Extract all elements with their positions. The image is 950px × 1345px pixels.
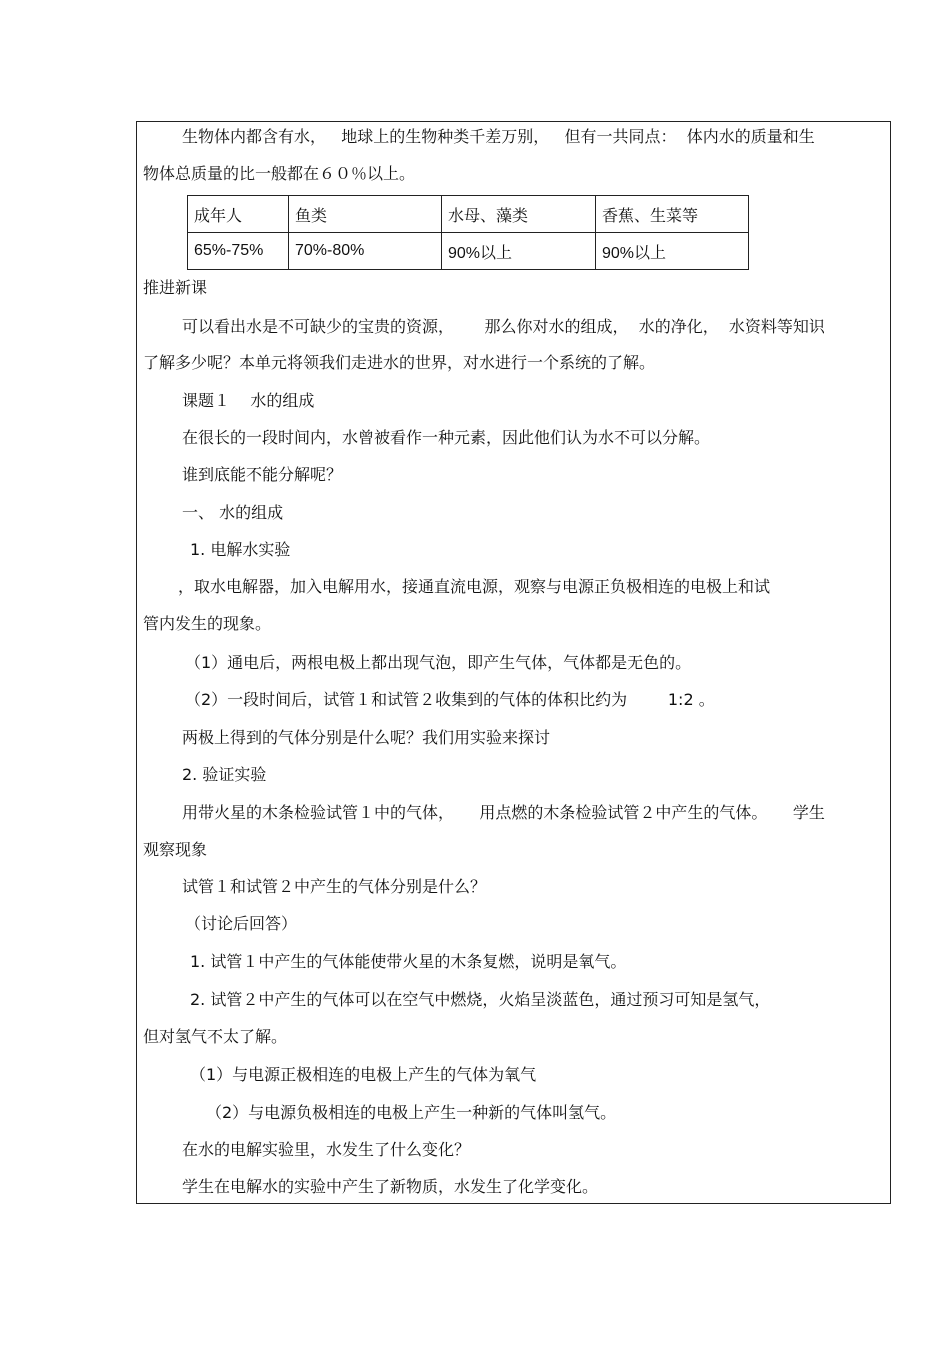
intro-line-2: 物体总质量的比一般都在６０％以上。 xyxy=(143,164,416,183)
water-content-table xyxy=(187,195,749,270)
question-2: 在水的电解实验里，水发生了什么变化？ xyxy=(182,1140,471,1159)
table-cell: 65%-75% xyxy=(188,233,289,270)
observation-1: （1）通电后，两根电极上都出现气泡，即产生气体，气体都是无色的。 xyxy=(185,653,692,672)
table-row xyxy=(188,196,749,233)
paragraph-6-line-2: 观察现象 xyxy=(143,840,208,859)
paragraph-3: 谁到底能不能分解呢？ xyxy=(182,465,343,484)
lesson-title: 课题１ 水的组成 xyxy=(182,391,315,410)
table-cell: 70%-80% xyxy=(289,233,442,270)
heading-new-lesson: 推进新课 xyxy=(143,278,208,297)
item-heading-2: 2. 验证实验 xyxy=(182,765,267,784)
answer-2-line-1: 2. 试管２中产生的气体可以在空气中燃烧，火焰呈淡蓝色，通过预习可知是氢气， xyxy=(190,990,771,1009)
paragraph-1-line-2: 了解多少呢？本单元将领我们走进水的世界，对水进行一个系统的了解。 xyxy=(143,353,656,372)
question-1: 试管１和试管２中产生的气体分别是什么？ xyxy=(182,877,487,896)
paragraph-6-line-1: 用带火星的木条检验试管１中的气体， 用点燃的木条检验试管２中产生的气体。 学生 xyxy=(182,803,825,822)
table-cell: 水母、藻类 xyxy=(442,196,596,233)
paragraph-2: 在很长的一段时间内，水曾被看作一种元素，因此他们认为水不可以分解。 xyxy=(182,428,711,447)
table-cell: 90%以上 xyxy=(596,233,749,270)
intro-line-1: 生物体内都含有水， 地球上的生物种类千差万别， 但有一共同点： 体内水的质量和生 xyxy=(182,127,815,146)
table-cell: 90%以上 xyxy=(442,233,596,270)
table-cell: 香蕉、生菜等 xyxy=(596,196,749,233)
answer-1: 1. 试管１中产生的气体能使带火星的木条复燃，说明是氧气。 xyxy=(190,952,627,971)
table-cell: 鱼类 xyxy=(289,196,442,233)
table-cell: 成年人 xyxy=(188,196,289,233)
table-row xyxy=(188,233,749,270)
answer-2-line-2: 但对氢气不太了解。 xyxy=(143,1027,288,1046)
paragraph-5: 两极上得到的气体分别是什么呢？我们用实验来探讨 xyxy=(182,728,551,747)
discussion-note: （讨论后回答） xyxy=(185,914,298,933)
conclusion-point-2: （2）与电源负极相连的电极上产生一种新的气体叫氢气。 xyxy=(206,1103,617,1122)
paragraph-4-line-2: 管内发生的现象。 xyxy=(143,614,272,633)
paragraph-4-line-1: ，取水电解器，加入电解用水，接通直流电源，观察与电源正负极相连的电极上和试 xyxy=(178,577,771,596)
conclusion-point-1: （1）与电源正极相连的电极上产生的气体为氧气 xyxy=(190,1065,537,1084)
final-conclusion: 学生在电解水的实验中产生了新物质，水发生了化学变化。 xyxy=(182,1177,599,1196)
item-heading-1: 1. 电解水实验 xyxy=(190,540,291,559)
observation-2: （2）一段时间后，试管１和试管２收集到的气体的体积比约为 1:2 。 xyxy=(185,690,715,709)
section-heading: 一、 水的组成 xyxy=(182,503,284,522)
paragraph-1-line-1: 可以看出水是不可缺少的宝贵的资源， 那么你对水的组成， 水的净化， 水资料等知识 xyxy=(182,317,825,336)
